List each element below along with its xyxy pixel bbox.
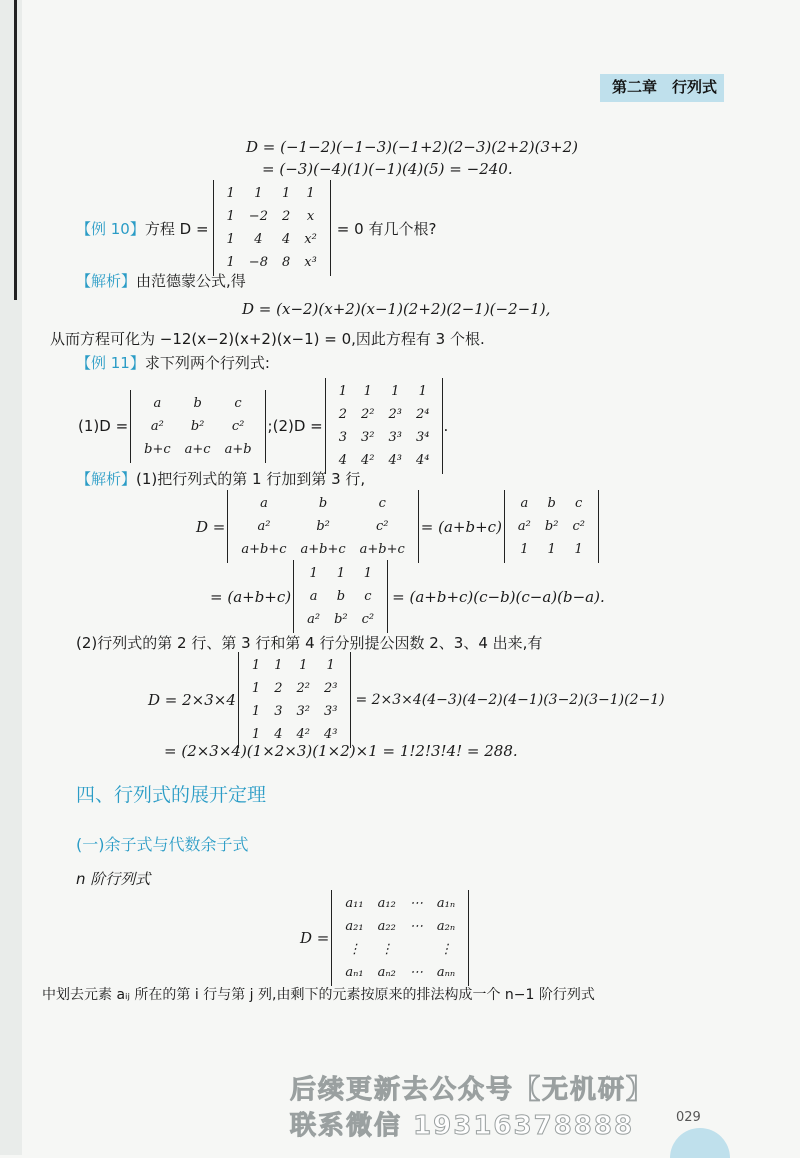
- m-cell: 4⁴: [416, 453, 430, 468]
- n-order-determinant-row: [300, 890, 469, 986]
- example10-determinant: [213, 180, 331, 276]
- m-cell: aₙₙ: [436, 965, 456, 980]
- m-cell: 3²: [361, 430, 375, 445]
- m-cell: c: [364, 589, 372, 604]
- m-cell: b+c: [144, 441, 171, 457]
- solution10-intro: [76, 270, 246, 291]
- m-cell: 3²: [296, 704, 310, 719]
- m-cell: 2³: [388, 407, 402, 422]
- m-cell: 1: [251, 704, 261, 719]
- solution11-part2-text: (2)行列式的第 2 行、第 3 行和第 4 行分别提公因数 2、3、4 出来,有: [76, 634, 543, 652]
- m-cell: 3⁴: [416, 430, 430, 445]
- m-cell: −2: [248, 209, 268, 224]
- m-cell: 3: [338, 430, 348, 445]
- solution11-intro: [76, 468, 365, 489]
- m-cell: a: [309, 589, 318, 604]
- m-cell: 1: [309, 566, 318, 581]
- m-cell: 3³: [388, 430, 402, 445]
- example11-text: 求下列两个行列式:: [144, 354, 270, 372]
- m-cell: 4²: [296, 727, 310, 742]
- solution10-label: 【解析】: [76, 272, 137, 290]
- m-cell: 4: [281, 232, 291, 247]
- example10-suffix: = 0 有几个根?: [336, 219, 437, 238]
- matrix-c: [300, 562, 381, 631]
- m-cell: b²: [190, 418, 205, 434]
- example11-label: 【例 11】: [76, 354, 145, 372]
- example11-matrix1: [137, 392, 258, 461]
- subsection-title: (一)余子式与代数余子式: [76, 835, 249, 854]
- m-cell: 1: [274, 658, 283, 673]
- watermark-line1: 后续更新去公众号【无机研】: [290, 1075, 655, 1105]
- example11-separator: ;(2)D =: [267, 417, 323, 435]
- eq1-mid: = (a+b+c): [420, 517, 502, 536]
- m-cell: a²: [257, 519, 271, 534]
- m-cell: 1: [336, 566, 345, 581]
- m-cell: 1: [363, 384, 372, 399]
- m-cell: [403, 938, 430, 961]
- m-cell: 1: [363, 566, 373, 581]
- m-cell: 1: [226, 209, 235, 224]
- page-number: 029: [676, 1110, 701, 1125]
- example10-prefix: 方程 D =: [144, 219, 209, 238]
- m-cell: x: [306, 209, 315, 224]
- solution11-eq4: = (2×3×4)(1×2×3)(1×2)×1 = 1!2!3!4! = 288.: [164, 742, 518, 760]
- m-cell: 2⁴: [416, 407, 430, 422]
- solution11-eq2: [210, 560, 605, 633]
- m-cell: x³: [304, 255, 317, 270]
- m-cell: −8: [248, 255, 268, 270]
- m-cell: a₁ₙ: [436, 896, 456, 911]
- m-cell: ⋮: [439, 942, 453, 957]
- m-cell: 1: [251, 727, 261, 742]
- m-cell: a²: [150, 418, 164, 434]
- m-cell: 1: [326, 658, 335, 673]
- watermark-line2: 联系微信 19316378888: [290, 1111, 635, 1141]
- solution11-eq1: [196, 490, 599, 563]
- eq2-suffix: = (a+b+c)(c−b)(c−a)(b−a).: [392, 587, 605, 606]
- final-line: 中划去元素 aᵢⱼ 所在的第 i 行与第 j 列,由剩下的元素按原来的排法构成一个 n−1 阶行列式: [42, 987, 595, 1003]
- m-cell: 2²: [296, 681, 310, 696]
- m-cell: b: [547, 496, 556, 511]
- m-cell: 1: [299, 658, 308, 673]
- m-cell: 1: [520, 542, 529, 557]
- m-cell: ⋯: [409, 919, 423, 934]
- m-cell: 4: [338, 453, 348, 468]
- m-cell: x²: [304, 232, 317, 247]
- chapter-header: 第二章 行列式: [600, 74, 724, 102]
- m-cell: a+b+c: [300, 542, 346, 557]
- n-order-matrix: [338, 892, 462, 984]
- m-cell: c²: [361, 612, 375, 627]
- example10: [76, 180, 436, 276]
- m-cell: a: [260, 496, 268, 511]
- m-cell: c²: [231, 418, 245, 434]
- m-cell: 1: [391, 384, 400, 399]
- m-cell: 2²: [361, 407, 375, 422]
- top-equation-line2: = (−3)(−4)(1)(−1)(4)(5) = −240.: [262, 160, 513, 178]
- m-cell: a²: [517, 519, 531, 534]
- m-cell: b²: [316, 519, 330, 534]
- m-cell: b: [318, 496, 328, 511]
- section-title: 四、行列式的展开定理: [76, 784, 267, 806]
- m-cell: a+b+c: [359, 542, 405, 557]
- m-cell: c²: [375, 519, 389, 534]
- example11-determinant2: [325, 378, 444, 474]
- m-cell: ⋯: [409, 896, 423, 911]
- m-cell: a₁₂: [377, 896, 396, 911]
- matrix-d: [245, 654, 345, 746]
- m-cell: aₙ₁: [345, 965, 364, 980]
- m-cell: 4: [274, 727, 283, 742]
- eq3-prefix: D = 2×3×4: [148, 691, 236, 709]
- spine-binding-line: [14, 0, 17, 300]
- m-cell: ⋮: [347, 942, 361, 957]
- m-cell: 1: [574, 542, 583, 557]
- determinant-b: [504, 490, 599, 563]
- m-cell: 2: [281, 209, 291, 224]
- example10-matrix: [220, 182, 324, 274]
- m-cell: a²: [307, 612, 321, 627]
- m-cell: ⋯: [409, 965, 423, 980]
- m-cell: 1: [418, 384, 427, 399]
- m-cell: c: [575, 496, 583, 511]
- n-order-text: n 阶行列式: [76, 870, 151, 888]
- solution11-text: (1)把行列式的第 1 行加到第 3 行,: [136, 470, 366, 488]
- m-cell: 1: [226, 186, 235, 201]
- m-cell: 2: [274, 681, 283, 696]
- solution11-eq3: [148, 652, 665, 748]
- m-cell: 4³: [323, 727, 338, 742]
- page-spine: [0, 0, 22, 1155]
- m-cell: b²: [334, 612, 348, 627]
- eq3-suffix: = 2×3×4(4−3)(4−2)(4−1)(3−2)(3−1)(2−1): [355, 692, 665, 708]
- example11-end: .: [443, 417, 449, 435]
- determinant-c: [293, 560, 388, 633]
- m-cell: c²: [572, 519, 585, 534]
- m-cell: a: [153, 395, 162, 411]
- m-cell: 1: [254, 186, 263, 201]
- m-cell: 1: [226, 255, 235, 270]
- n-order-prefix: D =: [300, 929, 330, 947]
- m-cell: 8: [281, 255, 291, 270]
- m-cell: a₂ₙ: [436, 919, 456, 934]
- m-cell: 3: [274, 704, 283, 719]
- n-order-determinant: [331, 890, 469, 986]
- example11-intro: [76, 352, 270, 373]
- m-cell: 1: [281, 186, 291, 201]
- m-cell: c: [378, 496, 386, 511]
- example11-determinant1: [130, 390, 265, 463]
- m-cell: ⋮: [380, 942, 394, 957]
- top-equation-line1: D = (−1−2)(−1−3)(−1+2)(2−3)(2+2)(3+2): [246, 138, 578, 156]
- determinant-d: [238, 652, 352, 748]
- m-cell: 1: [338, 384, 348, 399]
- m-cell: 1: [306, 186, 315, 201]
- m-cell: 1: [547, 542, 556, 557]
- eq1-prefix: D =: [196, 517, 226, 536]
- example11-determinants: [78, 378, 448, 474]
- matrix-a: [234, 492, 411, 561]
- determinant-a: [227, 490, 418, 563]
- m-cell: 4³: [388, 453, 402, 468]
- m-cell: b: [193, 395, 202, 411]
- m-cell: b: [336, 589, 346, 604]
- m-cell: b²: [544, 519, 559, 534]
- m-cell: a₂₁: [345, 919, 364, 934]
- solution10-text: 由范德蒙公式,得: [136, 272, 246, 290]
- m-cell: a: [520, 496, 529, 511]
- m-cell: 1: [226, 232, 235, 247]
- eq2-prefix: = (a+b+c): [210, 587, 292, 606]
- solution10-equation: D = (x−2)(x+2)(x−1)(2+2)(2−1)(−2−1),: [242, 300, 551, 318]
- m-cell: 4: [254, 232, 263, 247]
- m-cell: aₙ₂: [377, 965, 396, 980]
- m-cell: 4²: [361, 453, 375, 468]
- example11-matrix2: [332, 380, 437, 472]
- m-cell: a₁₁: [345, 896, 364, 911]
- m-cell: 1: [251, 658, 261, 673]
- example10-label: 【例 10】: [76, 219, 145, 238]
- matrix-b: [511, 492, 592, 561]
- m-cell: a+b: [224, 441, 252, 457]
- m-cell: 1: [251, 681, 261, 696]
- m-cell: 2: [338, 407, 348, 422]
- m-cell: a₂₂: [377, 919, 396, 934]
- m-cell: a+c: [184, 441, 211, 457]
- m-cell: c: [234, 395, 242, 411]
- m-cell: a+b+c: [241, 542, 287, 557]
- example11-part1-prefix: (1)D =: [78, 417, 129, 435]
- solution11-label: 【解析】: [76, 470, 137, 488]
- m-cell: 2³: [323, 681, 338, 696]
- solution10-conclusion: 从而方程可化为 −12(x−2)(x+2)(x−1) = 0,因此方程有 3 个根.: [50, 330, 485, 348]
- m-cell: 3³: [323, 704, 338, 719]
- watermark: [290, 1072, 710, 1144]
